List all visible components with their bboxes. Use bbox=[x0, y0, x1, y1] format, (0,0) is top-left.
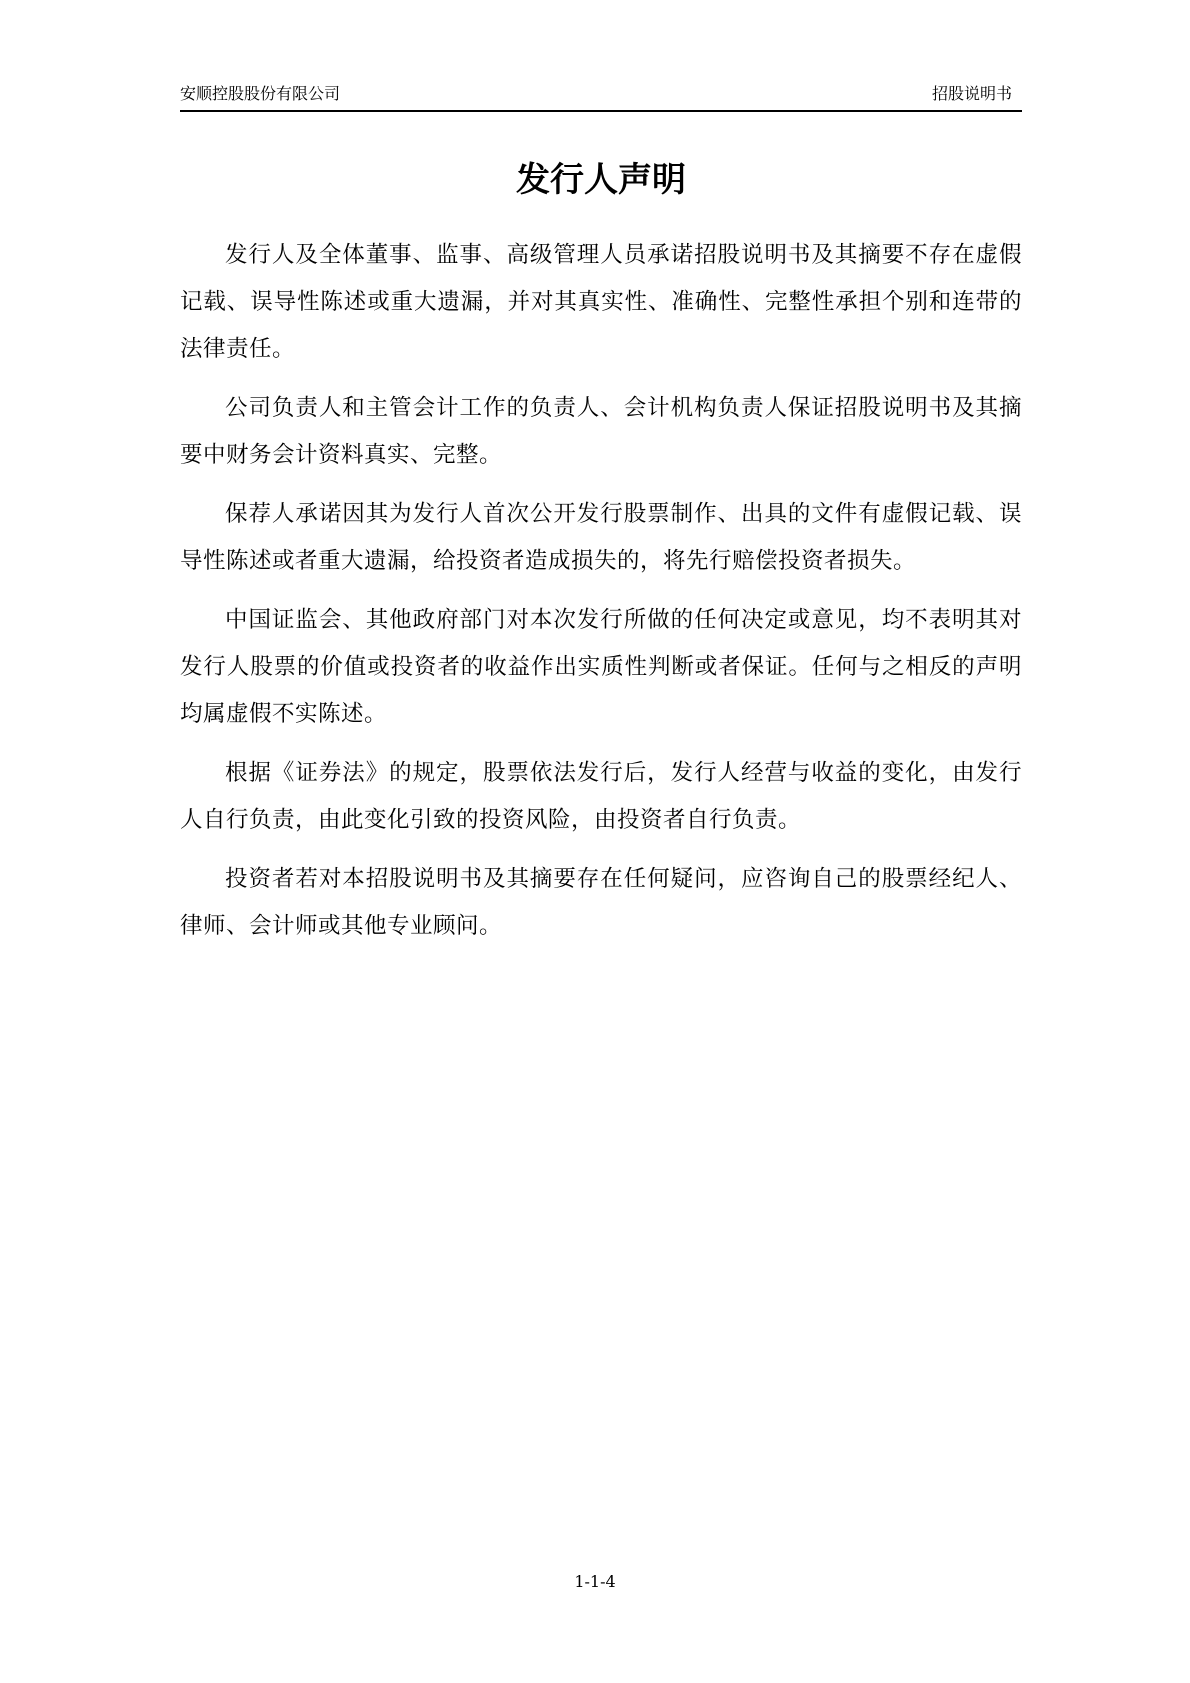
page-header bbox=[180, 80, 1022, 112]
page-number: 1-1-4 bbox=[574, 1572, 616, 1591]
header-document-type: 招股说明书 bbox=[931, 84, 1012, 103]
paragraph-liability: 发行人及全体董事、监事、高级管理人员承诺招股说明书及其摘要不存在虚假记载、误导性陈述或重大遗漏，并对其真实性、准确性、完整性承担个别和连带的法律责任。 bbox=[180, 242, 1022, 362]
paragraph-securities-law: 根据《证券法》的规定，股票依法发行后，发行人经营与收益的变化，由发行人自行负责，由此变化引致的投资风险，由投资者自行负责。 bbox=[180, 760, 1022, 833]
paragraph-regulator-disclaimer: 中国证监会、其他政府部门对本次发行所做的任何决定或意见，均不表明其对发行人股票的价值或投资者的收益作出实质性判断或者保证。任何与之相反的声明均属虚假不实陈述。 bbox=[180, 607, 1022, 727]
paragraph-financial-accuracy: 公司负责人和主管会计工作的负责人、会计机构负责人保证招股说明书及其摘要中财务会计资料真实、完整。 bbox=[180, 395, 1022, 468]
paragraph-investor-advice: 投资者若对本招股说明书及其摘要存在任何疑问，应咨询自己的股票经纪人、律师、会计师或其他专业顾问。 bbox=[180, 866, 1022, 939]
header-company-name: 安顺控股股份有限公司 bbox=[180, 84, 341, 103]
paragraph-sponsor-commitment: 保荐人承诺因其为发行人首次公开发行股票制作、出具的文件有虚假记载、误导性陈述或者重大遗漏，给投资者造成损失的，将先行赔偿投资者损失。 bbox=[180, 501, 1022, 574]
page-title: 发行人声明 bbox=[516, 160, 686, 200]
statement-body bbox=[180, 232, 1022, 962]
